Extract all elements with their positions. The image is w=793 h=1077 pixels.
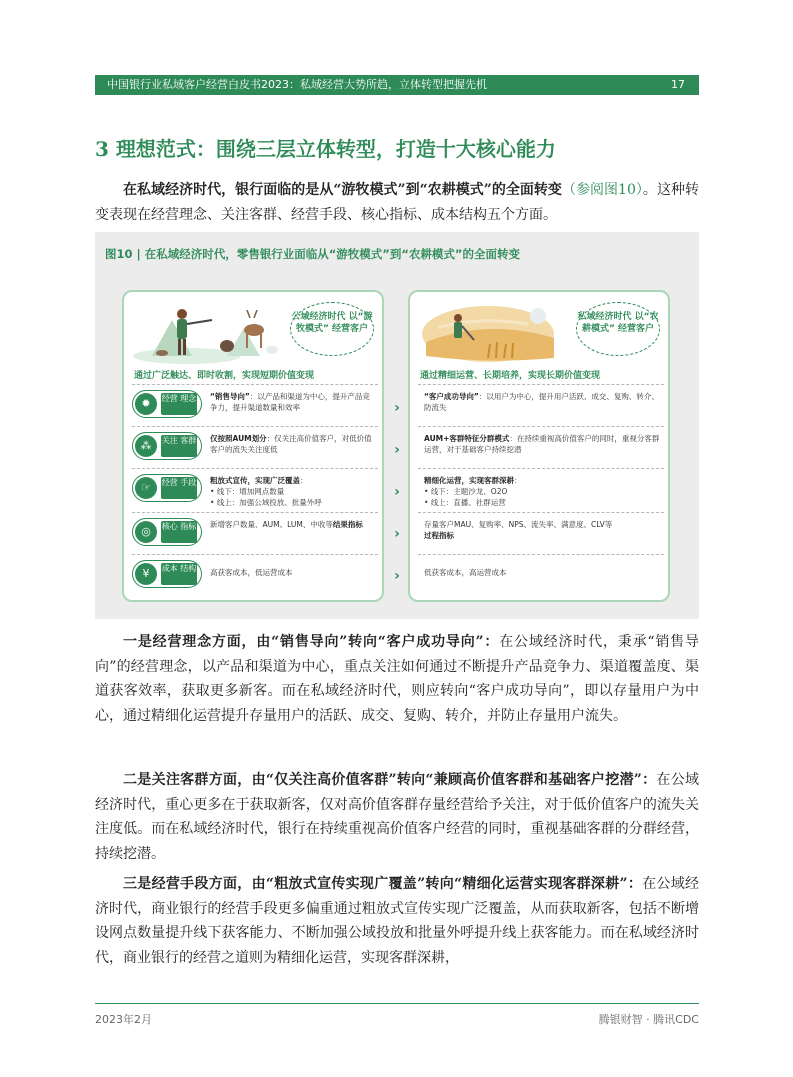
paragraph-lead: 三是经营手段方面，由“粗放式宣传实现广覆盖”转向“精细化运营实现客群深耕”： bbox=[123, 876, 643, 892]
left-row-metrics bbox=[132, 512, 378, 554]
arrow-right-icon: › bbox=[394, 484, 400, 500]
farmer-illustration-icon bbox=[418, 298, 578, 364]
hunter-illustration-icon bbox=[132, 298, 292, 364]
target-icon: ◎ bbox=[135, 521, 157, 543]
figure-title: 图10 | 在私域经济时代，零售银行业面临从“游牧模式”到“农耕模式”的全面转变 bbox=[105, 247, 520, 261]
right-means-bullet-2: 线上：直播、社群运营 bbox=[430, 498, 506, 507]
left-metrics-bold: 结果指标 bbox=[332, 520, 363, 529]
figure-10 bbox=[95, 232, 699, 619]
right-means-bold: 精细化运营，实现客群深耕 bbox=[424, 476, 514, 485]
right-bubble: 私域经济时代 以“农耕模式” 经营客户 bbox=[576, 302, 660, 356]
paragraph-concept bbox=[95, 630, 699, 728]
paragraph-customers bbox=[95, 768, 699, 866]
footer-date: 2023年2月 bbox=[95, 1013, 152, 1026]
left-concept-bold: “销售导向” bbox=[210, 392, 250, 401]
right-means-bullet-1: 线下：主题沙龙、O2O bbox=[430, 487, 508, 496]
left-row-means: ☞ 经营 手段 粗放式宣传，实现广泛覆盖： • 线下：增加网点数量 • 线上：加强公域投放、批量外呼 bbox=[132, 468, 378, 512]
arrow-right-icon: › bbox=[394, 526, 400, 542]
row-label-concept bbox=[132, 390, 202, 418]
left-means-bold: 粗放式宣传，实现广泛覆盖 bbox=[210, 476, 300, 485]
right-cost-text: 低获客成本，高运营成本 bbox=[424, 568, 507, 577]
lightbulb-icon: ✹ bbox=[135, 393, 157, 415]
row-label-text: 成本 结构 bbox=[161, 563, 197, 585]
people-icon: ⁂ bbox=[135, 435, 157, 457]
left-customers-text: ：仅关注高价值客户，对低价值客户的流失关注度低 bbox=[210, 434, 372, 454]
right-row-concept bbox=[418, 384, 664, 426]
left-cost-text: 高获客成本，低运营成本 bbox=[210, 568, 293, 577]
left-row-customers bbox=[132, 426, 378, 468]
row-label-cost bbox=[132, 560, 202, 588]
right-panel-farming bbox=[408, 290, 670, 602]
right-row-metrics bbox=[418, 512, 664, 554]
row-label-customers bbox=[132, 432, 202, 460]
right-metrics-text: 存量客户MAU、复购率、NPS、流失率、满意度、CLV等 bbox=[424, 520, 613, 529]
arrow-right-icon: › bbox=[394, 568, 400, 584]
left-row-cost bbox=[132, 554, 378, 598]
row-label-metrics bbox=[132, 518, 202, 546]
left-row-concept bbox=[132, 384, 378, 426]
row-label-text: 核心 指标 bbox=[161, 521, 197, 543]
paragraph-lead: 一是经营理念方面，由“销售导向”转向“客户成功导向”： bbox=[123, 634, 500, 650]
intro-paragraph bbox=[95, 178, 699, 227]
intro-rest: 。这种转变表现在经营理念、关注客群、经营手段、核心指标、成本结构五个方面。 bbox=[95, 182, 699, 223]
page-number: 17 bbox=[671, 78, 685, 91]
left-bubble: 公域经济时代 以“游牧模式” 经营客户 bbox=[290, 302, 374, 356]
left-panel-subtitle: 通过广泛触达、即时收割，实现短期价值变现 bbox=[134, 371, 315, 381]
right-customers-text: ：在持续重视高价值客户的同时，重视分客群运营，对于基础客户持续挖潜 bbox=[424, 434, 660, 454]
left-means-bullet-1: 线下：增加网点数量 bbox=[216, 487, 285, 496]
coin-hand-icon: ¥ bbox=[135, 563, 157, 585]
header-bar bbox=[95, 75, 699, 95]
paragraph-body: 在公域经济时代，重心更多在于获取新客，仅对高价值客群存量经营给予关注，对于低价值客户的流失关注度低。而在私域经济时代，银行在持续重视高价值客户经营的同时，重视基础客群的分群经营，持续挖潜。 bbox=[95, 772, 699, 862]
right-row-cost bbox=[418, 554, 664, 598]
paragraph-means bbox=[95, 872, 699, 970]
footer-divider bbox=[95, 1003, 699, 1004]
right-row-means: 精细化运营，实现客群深耕： • 线下：主题沙龙、O2O • 线上：直播、社群运营 bbox=[418, 468, 664, 512]
paragraph-body: 在公域经济时代，秉承“销售导向”的经营理念，以产品和渠道为中心，重点关注如何通过不断提升产品竞争力、渠道覆盖度、渠道获客效率，获取更多新客。而在私域经济时代，则应转向“客户成功导向”，即以存量用户为中心，通过精细化运营提升存量用户的活跃、成交、复购、转介，并防止存量用户流失。 bbox=[95, 634, 699, 724]
row-label-text: 经营 手段 bbox=[161, 477, 197, 499]
section-title: 3 理想范式：围绕三层立体转型，打造十大核心能力 bbox=[95, 137, 556, 161]
right-customers-bold: AUM+客群特征分群模式 bbox=[424, 434, 510, 443]
right-concept-text: ：以用户为中心，提升用户活跃、成交、复购、转介、防流失 bbox=[424, 392, 659, 412]
left-means-bullet-2: 线上：加强公域投放、批量外呼 bbox=[216, 498, 322, 507]
left-customers-bold: 仅按照AUM划分 bbox=[210, 434, 267, 443]
intro-bold: 在私域经济时代，银行面临的是从“游牧模式”到“农耕模式”的全面转变 bbox=[123, 182, 562, 198]
right-panel-subtitle: 通过精细运营、长期培养，实现长期价值变现 bbox=[420, 371, 601, 381]
left-means-colon: ： bbox=[300, 476, 308, 485]
right-metrics-bold: 过程指标 bbox=[424, 531, 454, 540]
left-metrics-text: 新增客户数量、AUM、LUM、中收等 bbox=[210, 520, 333, 529]
left-panel-nomadic bbox=[122, 290, 384, 602]
row-label-text: 关注 客群 bbox=[161, 435, 197, 457]
paragraph-body: 在公域经济时代，商业银行的经营手段更多偏重通过粗放式宣传实现广泛覆盖，从而获取新客，包括不断增设网点数量提升线下获客能力、不断加强公域投放和批量外呼提升线上获客能力。而在私域经济时代，商业银行的经营之道则为精细化运营，实现客群深耕， bbox=[95, 876, 700, 966]
arrow-right-icon: › bbox=[394, 442, 400, 458]
paragraph-lead: 二是关注客群方面，由“仅关注高价值客群”转向“兼顾高价值客群和基础客户挖潜”： bbox=[123, 772, 657, 788]
right-row-customers bbox=[418, 426, 664, 468]
left-concept-text: ：以产品和渠道为中心，提升产品竞争力，提升渠道数量和效率 bbox=[210, 392, 370, 412]
right-concept-bold: “客户成功导向” bbox=[424, 392, 479, 401]
row-label-text: 经营 理念 bbox=[161, 393, 197, 415]
arrow-right-icon: › bbox=[394, 400, 400, 416]
row-label-means bbox=[132, 474, 202, 502]
right-means-colon: ： bbox=[514, 476, 522, 485]
hand-pointer-icon: ☞ bbox=[135, 477, 157, 499]
header-title: 中国银行业私域客户经营白皮书2023：私域经营大势所趋，立体转型把握先机 bbox=[107, 78, 487, 91]
intro-figure-ref[interactable]: （参阅图10） bbox=[561, 182, 643, 198]
footer-brand: 腾银财智 · 腾讯CDC bbox=[598, 1013, 699, 1026]
